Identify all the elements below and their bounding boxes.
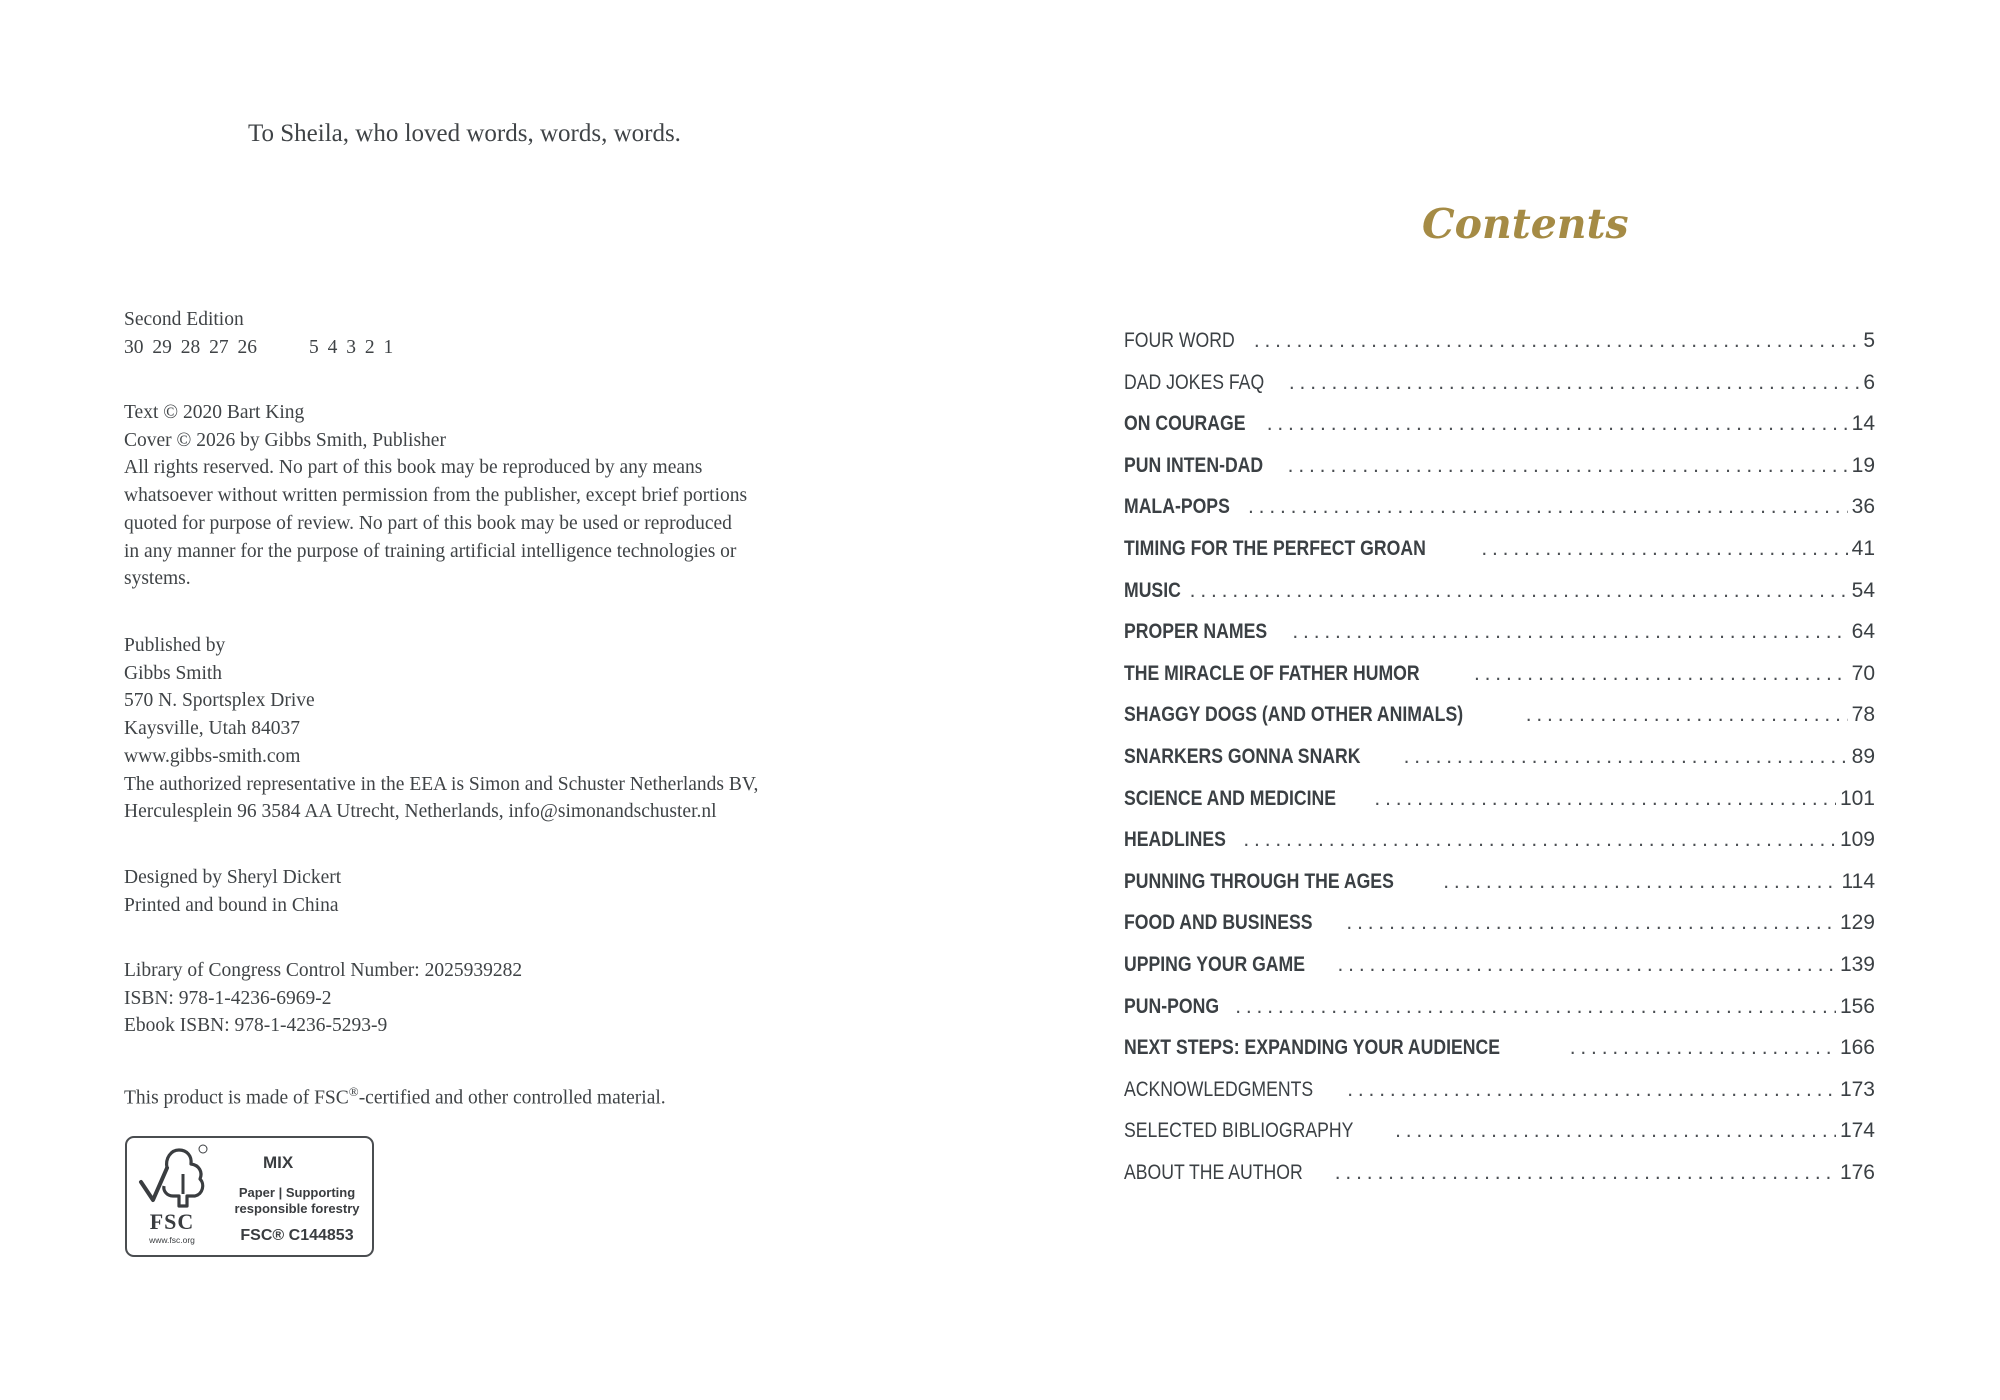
toc-entry xyxy=(1124,570,1875,612)
fsc-statement-text-end: -certified and other controlled material. xyxy=(358,1087,666,1109)
toc-dot-leader xyxy=(1395,1110,1836,1152)
fsc-description-line: responsible forestry xyxy=(234,1201,360,1216)
toc-entry-page: 14 xyxy=(1851,412,1875,436)
toc-entry-page: 101 xyxy=(1839,786,1875,810)
fsc-tree-checkmark-icon xyxy=(137,1144,209,1212)
ebook-isbn: Ebook ISBN: 978-1-4236-5293-9 xyxy=(124,1015,388,1037)
toc-entry-title: SNARKERS GONNA SNARK xyxy=(1124,744,1361,768)
eea-address-line: Herculesplein 96 3584 AA Utrecht, Netherlands, info@simonandschuster.nl xyxy=(124,801,717,823)
rights-line: whatsoever without written permission from the publisher, except brief portions xyxy=(124,485,748,507)
toc-dot-leader xyxy=(1243,819,1836,861)
contents-page xyxy=(1000,0,2000,1400)
registered-mark: ® xyxy=(348,1084,359,1099)
fsc-url: www.fsc.org xyxy=(149,1235,195,1245)
toc-entry-page: 70 xyxy=(1851,661,1875,685)
toc-entry xyxy=(1124,861,1875,903)
toc-entry-page: 41 xyxy=(1851,536,1875,560)
toc-entry-page: 6 xyxy=(1863,370,1875,394)
toc-entry-title: DAD JOKES FAQ xyxy=(1124,370,1265,394)
fsc-license-code: FSC® C144853 xyxy=(240,1227,354,1244)
toc-dot-leader xyxy=(1404,736,1848,778)
toc-dot-leader xyxy=(1526,694,1848,736)
production-block xyxy=(124,864,884,919)
toc-entry xyxy=(1124,653,1875,695)
toc-dot-leader xyxy=(1335,1152,1836,1194)
toc-entry-page: 174 xyxy=(1839,1119,1875,1143)
identifiers-block xyxy=(124,957,884,1040)
toc-entry xyxy=(1124,403,1875,445)
publisher-website: www.gibbs-smith.com xyxy=(124,745,301,767)
toc-entry-title: PUN-PONG xyxy=(1124,994,1220,1018)
toc-entry-title: HEADLINES xyxy=(1124,828,1226,852)
toc-entry-page: 176 xyxy=(1839,1160,1875,1184)
table-of-contents xyxy=(1124,320,1875,1193)
toc-dot-leader xyxy=(1289,362,1859,404)
fsc-statement xyxy=(124,1078,884,1112)
lccn: Library of Congress Control Number: 2025939282 xyxy=(124,960,523,981)
toc-dot-leader xyxy=(1346,902,1836,944)
toc-entry xyxy=(1124,694,1875,736)
toc-dot-leader xyxy=(1254,320,1859,362)
toc-entry-title: PROPER NAMES xyxy=(1124,620,1268,644)
toc-entry xyxy=(1124,986,1875,1028)
toc-entry-title: THE MIRACLE OF FATHER HUMOR xyxy=(1124,661,1420,685)
toc-entry-title: MALA-POPS xyxy=(1124,495,1230,519)
dedication: To Sheila, who loved words, words, words. xyxy=(248,120,681,147)
toc-dot-leader xyxy=(1267,403,1848,445)
toc-entry-page: 156 xyxy=(1839,994,1875,1018)
toc-entry-title: PUN INTEN-DAD xyxy=(1124,453,1264,477)
eea-representative-line: The authorized representative in the EEA is Simon and Schuster Netherlands BV, xyxy=(124,773,759,795)
toc-entry xyxy=(1124,902,1875,944)
toc-entry xyxy=(1124,778,1875,820)
rights-line: All rights reserved. No part of this book may be reproduced by any means xyxy=(124,457,703,479)
toc-entry-page: 89 xyxy=(1851,744,1875,768)
toc-entry xyxy=(1124,944,1875,986)
toc-entry xyxy=(1124,528,1875,570)
rights-line: in any manner for the purpose of training artificial intelligence technologies or xyxy=(124,540,737,562)
toc-entry xyxy=(1124,1152,1875,1194)
fsc-description-line: Paper | Supporting xyxy=(238,1185,356,1200)
print-years: 30 29 28 27 26 xyxy=(124,336,257,358)
toc-entry-page: 5 xyxy=(1863,329,1875,352)
toc-entry-title: ACKNOWLEDGMENTS xyxy=(1124,1077,1314,1101)
toc-entry-title: ON COURAGE xyxy=(1124,412,1246,436)
toc-entry-title: SHAGGY DOGS (AND OTHER ANIMALS) xyxy=(1124,703,1464,727)
toc-entry-title: UPPING YOUR GAME xyxy=(1124,952,1306,976)
toc-entry xyxy=(1124,362,1875,404)
toc-entry xyxy=(1124,611,1875,653)
toc-dot-leader xyxy=(1288,445,1848,487)
contents-heading: Contents xyxy=(1422,200,1629,248)
toc-dot-leader xyxy=(1474,653,1848,695)
toc-dot-leader xyxy=(1235,986,1836,1028)
toc-entry xyxy=(1124,819,1875,861)
toc-entry-title: PUNNING THROUGH THE AGES xyxy=(1124,869,1394,893)
toc-entry xyxy=(1124,736,1875,778)
toc-entry-page: 78 xyxy=(1851,703,1875,727)
toc-dot-leader xyxy=(1347,1069,1836,1111)
publisher-street: 570 N. Sportsplex Drive xyxy=(124,690,315,712)
toc-dot-leader xyxy=(1190,570,1848,612)
publisher-city: Kaysville, Utah 84037 xyxy=(124,718,301,740)
toc-entry xyxy=(1124,486,1875,528)
toc-entry-page: 139 xyxy=(1839,952,1875,976)
designer-credit: Designed by Sheryl Dickert xyxy=(124,867,342,888)
edition-block xyxy=(124,306,884,361)
toc-entry-page: 19 xyxy=(1851,453,1875,477)
print-runs: 5 4 3 2 1 xyxy=(309,336,394,358)
rights-line: systems. xyxy=(124,568,191,590)
toc-entry xyxy=(1124,320,1875,362)
cover-copyright: Cover © 2026 by Gibbs Smith, Publisher xyxy=(124,429,446,451)
toc-entry-page: 166 xyxy=(1839,1036,1875,1060)
toc-entry-title: SELECTED BIBLIOGRAPHY xyxy=(1124,1119,1354,1143)
toc-entry-page: 173 xyxy=(1839,1077,1875,1101)
toc-entry xyxy=(1124,445,1875,487)
publisher-block xyxy=(124,632,884,826)
print-line xyxy=(124,334,884,362)
toc-entry-title: NEXT STEPS: EXPANDING YOUR AUDIENCE xyxy=(1124,1036,1501,1060)
toc-entry-title: MUSIC xyxy=(1124,578,1181,602)
toc-entry-page: 114 xyxy=(1841,869,1875,893)
rights-line: quoted for purpose of review. No part of this book may be used or reproduced xyxy=(124,512,732,534)
toc-dot-leader xyxy=(1337,944,1835,986)
toc-entry-title: FOUR WORD xyxy=(1124,329,1235,352)
toc-entry-title: ABOUT THE AUTHOR xyxy=(1124,1160,1303,1184)
fsc-logo xyxy=(125,1136,374,1257)
publisher-name: Gibbs Smith xyxy=(124,662,223,684)
toc-entry-page: 129 xyxy=(1839,911,1875,935)
toc-entry-page: 36 xyxy=(1851,495,1875,519)
toc-dot-leader xyxy=(1374,778,1836,820)
fsc-description xyxy=(223,1185,371,1217)
fsc-letters: FSC xyxy=(149,1209,195,1234)
toc-entry-title: TIMING FOR THE PERFECT GROAN xyxy=(1124,536,1426,560)
toc-entry-title: SCIENCE AND MEDICINE xyxy=(1124,786,1337,810)
toc-entry-page: 109 xyxy=(1839,828,1875,852)
fsc-mix-label: MIX xyxy=(263,1153,294,1172)
toc-entry xyxy=(1124,1110,1875,1152)
printing-credit: Printed and bound in China xyxy=(124,894,339,916)
published-by-label: Published by xyxy=(124,635,226,656)
toc-entry-title: FOOD AND BUSINESS xyxy=(1124,911,1313,935)
toc-dot-leader xyxy=(1292,611,1847,653)
toc-entry xyxy=(1124,1069,1875,1111)
edition-label: Second Edition xyxy=(124,309,244,330)
toc-dot-leader xyxy=(1443,861,1837,903)
toc-dot-leader xyxy=(1481,528,1847,570)
fsc-statement-text: This product is made of FSC xyxy=(124,1087,349,1109)
text-copyright: Text © 2020 Bart King xyxy=(124,402,305,423)
toc-entry-page: 54 xyxy=(1851,578,1875,602)
toc-dot-leader xyxy=(1570,1027,1836,1069)
rights-block xyxy=(124,399,884,593)
toc-entry xyxy=(1124,1027,1875,1069)
toc-entry-page: 64 xyxy=(1851,620,1875,644)
toc-dot-leader xyxy=(1248,486,1848,528)
isbn: ISBN: 978-1-4236-6969-2 xyxy=(124,987,332,1009)
